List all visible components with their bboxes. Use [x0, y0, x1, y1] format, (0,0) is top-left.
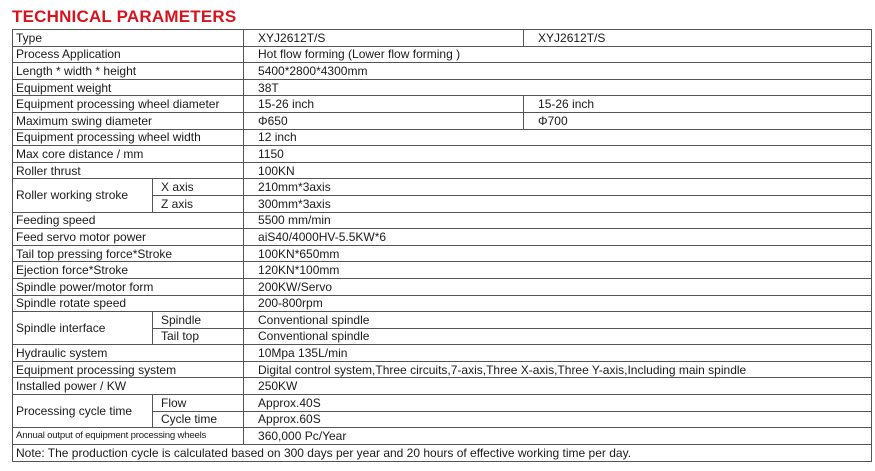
parameter-value: 5400*2800*4300mm	[244, 63, 872, 80]
parameter-value: 200-800rpm	[244, 295, 872, 312]
sub-parameter-label: Z axis	[153, 195, 244, 212]
parameter-label: Process Application	[13, 46, 244, 63]
table-row	[13, 112, 872, 129]
parameter-value: XYJ2612T/S	[244, 30, 524, 47]
sub-parameter-label: Cycle time	[153, 411, 244, 428]
table-row	[13, 79, 872, 96]
parameter-value: 360,000 Pc/Year	[244, 428, 872, 445]
table-row	[13, 245, 872, 262]
sub-parameter-label: Spindle	[153, 312, 244, 329]
note-text: Note: The production cycle is calculated based on 300 days per year and 20 hours of effective working time per day.	[13, 444, 872, 461]
parameter-value: 10Mpa 135L/min	[244, 345, 872, 362]
table-row	[13, 378, 872, 395]
table-row	[13, 395, 872, 412]
parameter-label: Equipment processing system	[13, 361, 244, 378]
parameter-value: 100KN	[244, 162, 872, 179]
parameters-table	[12, 29, 872, 462]
parameter-value: Φ650	[244, 112, 524, 129]
parameter-value: Approx.60S	[244, 411, 872, 428]
parameter-value-alt: XYJ2612T/S	[524, 30, 872, 47]
table-row	[13, 345, 872, 362]
parameter-value: 300mm*3axis	[244, 195, 872, 212]
table-row	[13, 262, 872, 279]
table-row	[13, 129, 872, 146]
parameter-label: Equipment processing wheel width	[13, 129, 244, 146]
parameter-value: 210mm*3axis	[244, 179, 872, 196]
parameter-label: Annual output of equipment processing wheels	[13, 428, 244, 445]
parameter-label: Feed servo motor power	[13, 229, 244, 246]
table-row	[13, 295, 872, 312]
parameter-value: Conventional spindle	[244, 328, 872, 345]
parameter-value: 100KN*650mm	[244, 245, 872, 262]
parameter-label: Roller thrust	[13, 162, 244, 179]
sub-parameter-label: X axis	[153, 179, 244, 196]
parameter-value-alt: Φ700	[524, 112, 872, 129]
parameter-label: Maximum swing diameter	[13, 112, 244, 129]
parameter-value: 12 inch	[244, 129, 872, 146]
parameter-label: Type	[13, 30, 244, 47]
table-row	[13, 30, 872, 47]
parameter-label: Max core distance / mm	[13, 146, 244, 163]
table-row	[13, 179, 872, 196]
parameter-value-alt: 15-26 inch	[524, 96, 872, 113]
table-row	[13, 312, 872, 329]
table-row	[13, 212, 872, 229]
parameter-label: Equipment processing wheel diameter	[13, 96, 244, 113]
parameter-value: Hot flow forming (Lower flow forming )	[244, 46, 872, 63]
table-row	[13, 63, 872, 80]
parameter-value: 120KN*100mm	[244, 262, 872, 279]
parameter-value: 15-26 inch	[244, 96, 524, 113]
parameter-label: Spindle power/motor form	[13, 278, 244, 295]
page-title: TECHNICAL PARAMETERS	[12, 7, 237, 26]
sub-parameter-label: Flow	[153, 395, 244, 412]
parameter-label: Equipment weight	[13, 79, 244, 96]
table-row	[13, 146, 872, 163]
parameter-label: Ejection force*Stroke	[13, 262, 244, 279]
parameter-value: aiS40/4000HV-5.5KW*6	[244, 229, 872, 246]
table-row	[13, 278, 872, 295]
parameter-label: Feeding speed	[13, 212, 244, 229]
table-row	[13, 96, 872, 113]
parameter-label: Roller working stroke	[13, 179, 153, 212]
sub-parameter-label: Tail top	[153, 328, 244, 345]
table-row	[13, 162, 872, 179]
table-row	[13, 46, 872, 63]
parameter-value: Digital control system,Three circuits,7-axis,Three X-axis,Three Y-axis,Including main spindle	[244, 361, 872, 378]
parameter-label: Hydraulic system	[13, 345, 244, 362]
parameter-value: 250KW	[244, 378, 872, 395]
parameter-label: Spindle interface	[13, 312, 153, 345]
parameter-label: Installed power / KW	[13, 378, 244, 395]
parameter-label: Spindle rotate speed	[13, 295, 244, 312]
parameter-value: 200KW/Servo	[244, 278, 872, 295]
parameter-label: Processing cycle time	[13, 395, 153, 428]
parameter-value: Conventional spindle	[244, 312, 872, 329]
table-row	[13, 229, 872, 246]
parameter-value: 38T	[244, 79, 872, 96]
parameter-value: Approx.40S	[244, 395, 872, 412]
parameter-label: Tail top pressing force*Stroke	[13, 245, 244, 262]
table-row	[13, 361, 872, 378]
parameter-label: Length * width * height	[13, 63, 244, 80]
table-row	[13, 428, 872, 445]
note-row	[13, 444, 872, 461]
parameter-value: 5500 mm/min	[244, 212, 872, 229]
parameter-value: 1150	[244, 146, 872, 163]
